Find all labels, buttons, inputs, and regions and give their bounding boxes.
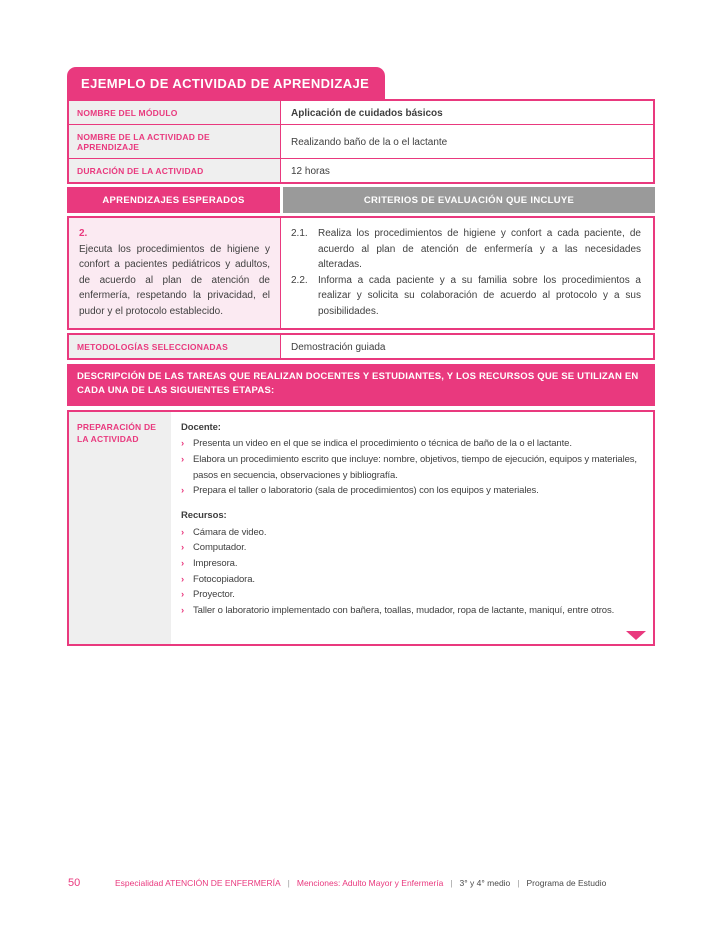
criterion-item: [291, 226, 641, 273]
list-item: › Presenta un video en el que se indica el procedimiento o técnica de baño de la o el lactante.: [181, 436, 637, 452]
page-number: 50: [68, 877, 81, 889]
page-title: EJEMPLO DE ACTIVIDAD DE APRENDIZAJE: [67, 67, 385, 99]
methodology-label: METODOLOGÍAS SELECCIONADAS: [69, 335, 281, 358]
activity-name-value: Realizando baño de la o el lactante: [291, 136, 448, 148]
learning-header-row: [67, 187, 655, 213]
table-row: [69, 101, 653, 124]
bullet-icon: ›: [181, 526, 185, 538]
bullet-icon: ›: [181, 589, 185, 601]
footer-mentions: Menciones: Adulto Mayor y Enfermería: [296, 878, 444, 888]
table-row: [69, 124, 653, 158]
footer-grade-level: 3° y 4° medio: [459, 878, 511, 888]
bullet-icon: ›: [181, 438, 185, 450]
duration-value: 12 horas: [291, 165, 330, 177]
criteria-cell: [281, 218, 653, 328]
list-item: › Cámara de video.: [181, 525, 637, 541]
list-item: › Elabora un procedimiento escrito que incluye: nombre, objetivos, tiempo de ejecución, equipos y materiales, pasos en secuencia, observaciones y bibliografía.: [181, 452, 637, 483]
footer-separator: |: [450, 878, 453, 888]
criterion-text: Realiza los procedimientos de higiene y confort a cada paciente, de acuerdo al plan de atención de enfermería y a las necesidades alteradas.: [318, 228, 641, 270]
expected-learning-cell: [69, 218, 281, 328]
continuation-arrow-icon: [626, 631, 646, 640]
learning-number: 2.: [79, 228, 88, 239]
preparation-label: PREPARACIÓN DE LA ACTIVIDAD: [69, 412, 171, 644]
learning-content-row: [67, 216, 655, 330]
preparation-content: [171, 412, 653, 644]
table-row: [69, 335, 653, 358]
bullet-icon: ›: [181, 485, 185, 497]
list-item: › Impresora.: [181, 556, 637, 572]
evaluation-criteria-header: CRITERIOS DE EVALUACIÓN QUE INCLUYE: [283, 187, 655, 213]
methodology-table: [67, 333, 655, 360]
footer-separator: |: [287, 878, 290, 888]
duration-label: DURACIÓN DE LA ACTIVIDAD: [69, 159, 281, 182]
bullet-icon: ›: [181, 453, 185, 465]
activity-document: [67, 67, 655, 646]
recursos-list: [181, 525, 637, 619]
preparation-section: [67, 410, 655, 646]
module-name-value: Aplicación de cuidados básicos: [291, 107, 443, 119]
bullet-icon: ›: [181, 557, 185, 569]
list-item: › Proyector.: [181, 587, 637, 603]
recursos-heading: Recursos:: [181, 509, 227, 521]
list-item: › Fotocopiadora.: [181, 572, 637, 588]
expected-learnings-header: APRENDIZAJES ESPERADOS: [67, 187, 280, 213]
learning-text: Ejecuta los procedimientos de higiene y confort a pacientes pediátricos y adultos, de acuerdo al plan de atención de enfermería, respetando la privacidad, el pudor y el protocolo establecido.: [79, 243, 270, 317]
criterion-number: 2.2.: [291, 274, 308, 286]
criterion-text: Informa a cada paciente y a su familia sobre los procedimientos a realizar y solicita su colaboración de acuerdo al protocolo y a sus posibilidades.: [318, 274, 641, 317]
table-row: [69, 158, 653, 182]
tasks-description-banner: DESCRIPCIÓN DE LAS TAREAS QUE REALIZAN DOCENTES Y ESTUDIANTES, Y LOS RECURSOS QUE SE UTILIZAN EN CADA UNA DE LAS SIGUIENTES ETAPAS:: [67, 364, 655, 406]
bullet-icon: ›: [181, 542, 185, 554]
list-item: › Computador.: [181, 540, 637, 556]
activity-name-label: NOMBRE DE LA ACTIVIDAD DE APRENDIZAJE: [69, 125, 281, 158]
docente-list: [181, 436, 637, 499]
criterion-number: 2.1.: [291, 228, 308, 239]
bullet-icon: ›: [181, 604, 185, 616]
bullet-icon: ›: [181, 573, 185, 585]
footer-specialty: Especialidad ATENCIÓN DE ENFERMERÍA: [115, 878, 281, 888]
module-name-label: NOMBRE DEL MÓDULO: [69, 101, 281, 124]
criterion-item: [291, 273, 641, 320]
footer-program-name: Programa de Estudio: [526, 878, 607, 888]
list-item: › Taller o laboratorio implementado con bañera, toallas, mudador, ropa de lactante, maniquí, entre otros.: [181, 603, 637, 619]
footer-breadcrumb: [115, 878, 606, 888]
footer-separator: |: [517, 878, 520, 888]
list-item: › Prepara el taller o laboratorio (sala de procedimientos) con los equipos y materiales.: [181, 483, 637, 499]
info-table: [67, 99, 655, 184]
page-footer: [68, 877, 656, 889]
docente-heading: Docente:: [181, 421, 221, 433]
methodology-value: Demostración guiada: [291, 341, 386, 353]
